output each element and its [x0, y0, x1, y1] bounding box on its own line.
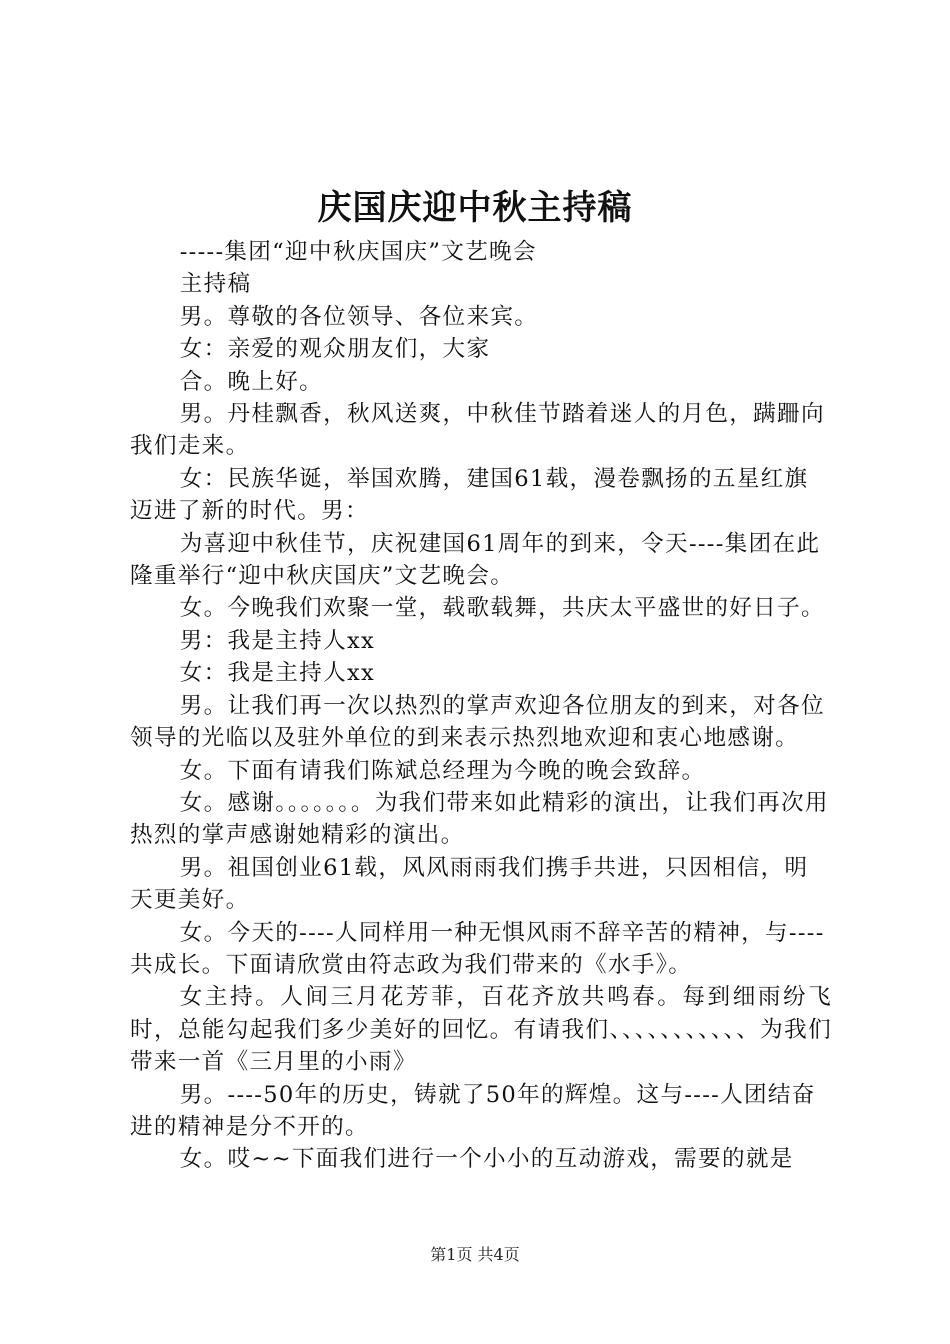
paragraph: 女。感谢。。。。。。。为我们带来如此精彩的演出，让我们再次用热烈的掌声感谢她精彩的演出。: [130, 789, 829, 849]
paragraph: 男。祖国创业61载，风风雨雨我们携手共进，只因相信，明天更美好。: [130, 854, 809, 914]
page-footer: 第1页 共4页: [430, 1245, 520, 1264]
paragraph: 男。让我们再一次以热烈的掌声欢迎各位朋友的到来，对各位领导的光临以及驻外单位的到来表示热烈地欢迎和衷心地感谢。: [130, 692, 825, 752]
document-body: [130, 236, 832, 1176]
paragraph: 男。尊敬的各位领导、各位来宾。: [179, 303, 539, 330]
paragraph: 女。今晚我们欢聚一堂，载歌载舞，共庆太平盛世的好日子。: [179, 595, 825, 622]
paragraph: 女：民族华诞，举国欢腾，建国61载，漫卷飘扬的五星红旗迈进了新的时代。男：: [130, 465, 809, 525]
paragraph: 男。----50年的历史，铸就了50年的辉煌。这与----人团结奋进的精神是分不开的。: [130, 1081, 816, 1140]
paragraph: 女主持。人间三月花芳菲，百花齐放共鸣春。每到细雨纷飞时，总能勾起我们多少美好的回忆。有请我们、、、、、、、、、、、为我们带来一首《三月里的小雨》: [130, 984, 832, 1076]
paragraph: 主持稿: [179, 271, 252, 298]
paragraph: 女。下面有请我们陈斌总经理为今晚的晚会致辞。: [179, 757, 706, 784]
paragraph: 女：我是主持人xx: [179, 660, 376, 687]
paragraph: 女。今天的----人同样用一种无惧风雨不辞辛苦的精神，与----共成长。下面请欣赏由符志政为我们带来的《水手》。: [130, 919, 825, 978]
paragraph: 男：我是主持人xx: [179, 627, 376, 654]
paragraph: -----集团“迎中秋庆国庆”文艺晚会: [179, 239, 537, 265]
paragraph: 男。丹桂飘香，秋风送爽，中秋佳节踏着迷人的月色，蹒跚向我们走来。: [130, 401, 825, 460]
paragraph: 女。哎~~下面我们进行一个小小的互动游戏，需要的就是: [179, 1146, 794, 1173]
paragraph: 女：亲爱的观众朋友们，大家: [179, 336, 491, 363]
paragraph: 合。晚上好。: [179, 368, 324, 395]
paragraph: 为喜迎中秋佳节，庆祝建国61周年的到来，令天----集团在此隆重举行“迎中秋庆国庆”文艺晚会。: [130, 530, 821, 590]
document-title: 庆国庆迎中秋主持稿: [317, 188, 633, 228]
